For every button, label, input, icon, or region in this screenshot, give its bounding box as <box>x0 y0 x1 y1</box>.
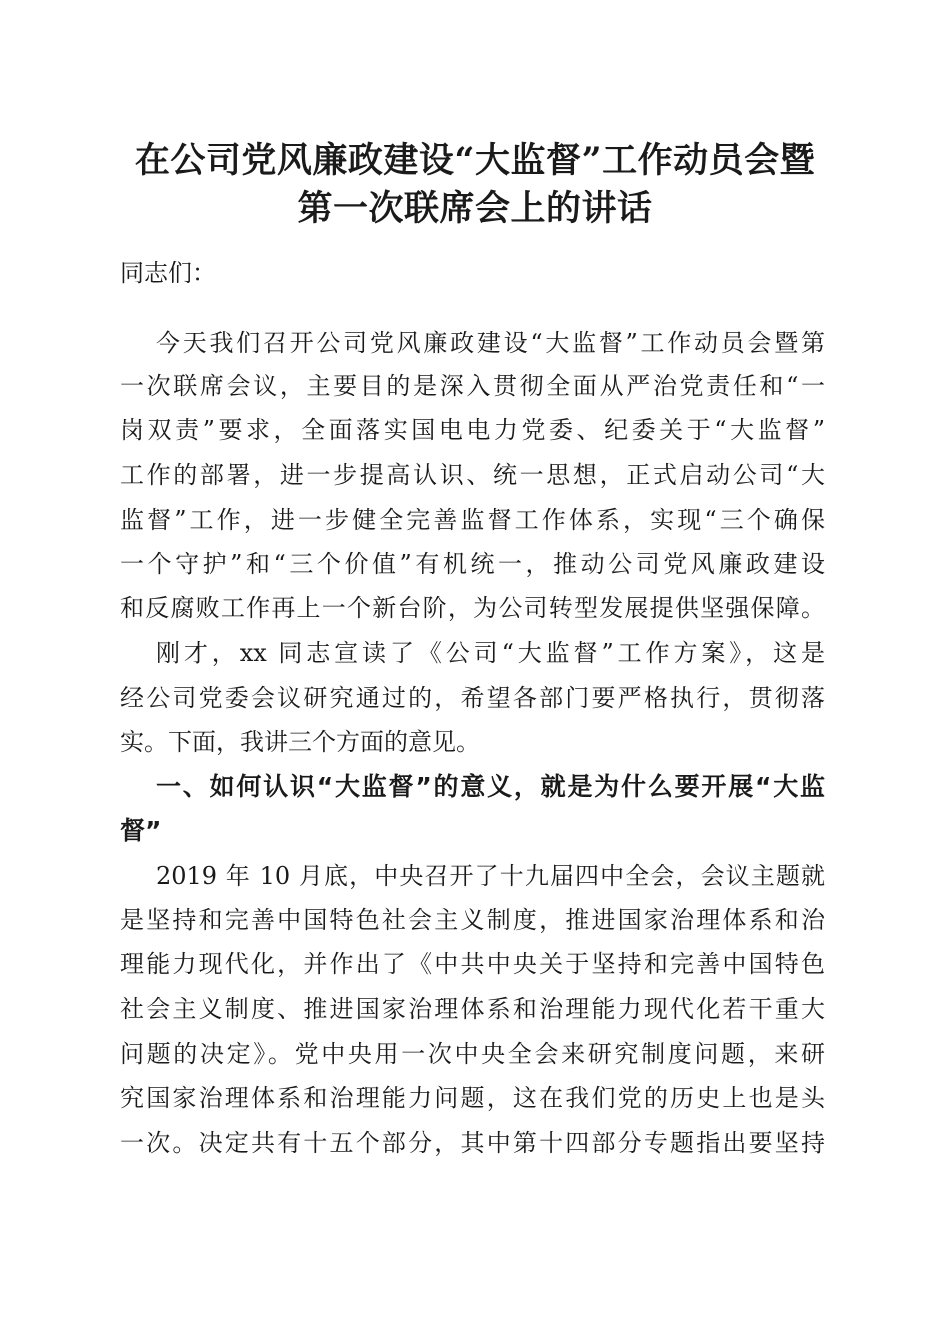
paragraph-1-line: 一次联席会议，主要目的是深入贯彻全面从严治党责任和“一 <box>120 372 825 400</box>
paragraph-3-line: 是坚持和完善中国特色社会主义制度，推进国家治理体系和治 <box>120 906 825 934</box>
paragraph-2-line: 实。下面，我讲三个方面的意见。 <box>120 728 480 756</box>
paragraph-3-line: 究国家治理体系和治理能力问题，这在我们党的历史上也是头 <box>120 1084 825 1112</box>
paragraph-2-line: 经公司党委会议研究通过的，希望各部门要严格执行，贯彻落 <box>120 684 825 712</box>
paragraph-1-line: 岗双责”要求，全面落实国电电力党委、纪委关于“大监督” <box>120 416 825 444</box>
paragraph-2-line: 刚才，xx 同志宣读了《公司“大监督”工作方案》，这是 <box>156 639 825 667</box>
paragraph-3-line: 社会主义制度、推进国家治理体系和治理能力现代化若干重大 <box>120 995 825 1023</box>
paragraph-1-line: 工作的部署，进一步提高认识、统一思想，正式启动公司“大 <box>120 461 825 489</box>
paragraph-1-line: 监督”工作，进一步健全完善监督工作体系，实现“三个确保 <box>120 506 825 534</box>
salutation: 同志们： <box>120 259 216 287</box>
paragraph-3-line: 问题的决定》。党中央用一次中央全会来研究制度问题，来研 <box>120 1040 825 1068</box>
paragraph-1-line: 今天我们召开公司党风廉政建设“大监督”工作动员会暨第 <box>156 329 825 357</box>
document-title-line-1: 在公司党风廉政建设“大监督”工作动员会暨 <box>134 140 816 181</box>
section-heading-1: 一、如何认识“大监督”的意义，就是为什么要开展“大监 <box>156 772 825 801</box>
paragraph-3-line: 理能力现代化，并作出了《中共中央关于坚持和完善中国特色 <box>120 950 825 978</box>
document-title-line-2: 第一次联席会上的讲话 <box>297 188 653 229</box>
paragraph-1-line: 和反腐败工作再上一个新台阶，为公司转型发展提供坚强保障。 <box>120 594 825 622</box>
paragraph-1-line: 一个守护”和“三个价值”有机统一，推动公司党风廉政建设 <box>120 550 825 578</box>
paragraph-3-line: 一次。决定共有十五个部分，其中第十四部分专题指出要坚持 <box>120 1129 825 1157</box>
paragraph-3-line: 2019 年 10 月底，中央召开了十九届四中全会，会议主题就 <box>156 862 825 890</box>
section-heading-1-cont: 督” <box>120 816 162 845</box>
